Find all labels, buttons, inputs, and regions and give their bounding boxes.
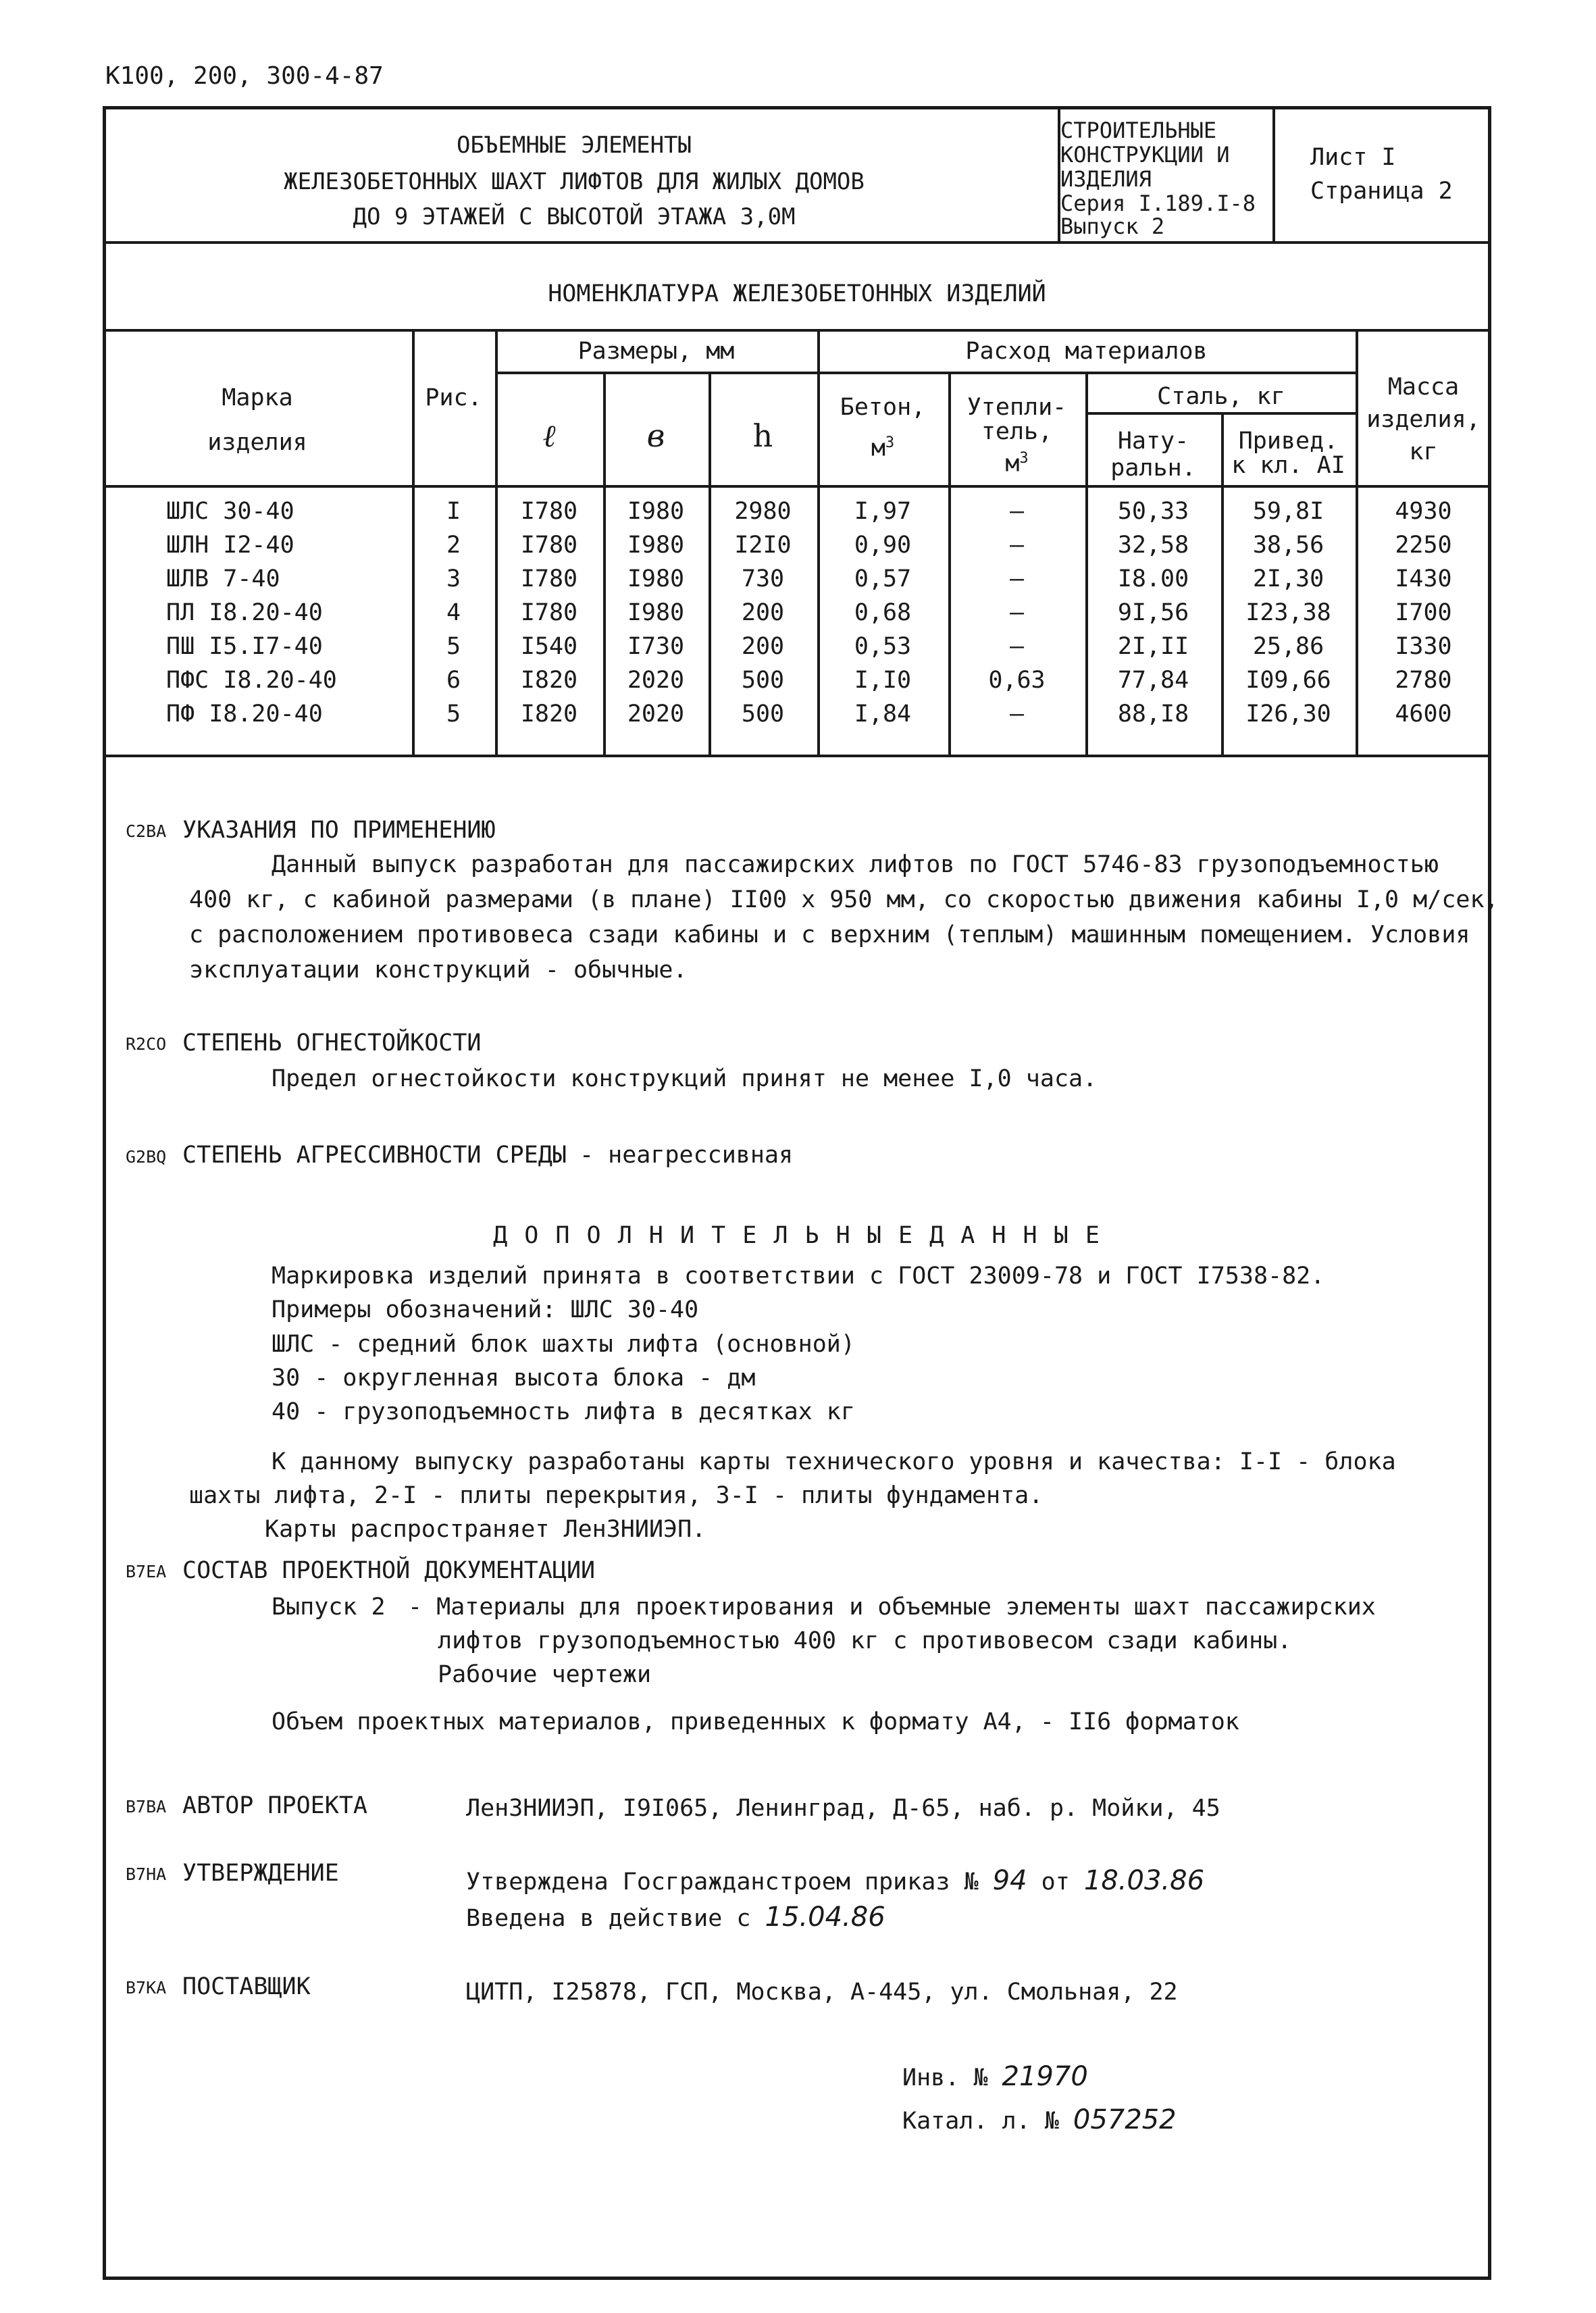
fire-heading: СТЕПЕНЬ ОГНЕСТОЙКОСТИ — [182, 1030, 482, 1057]
cell-l: I780 — [520, 565, 578, 592]
cell-mass: 2250 — [1395, 532, 1452, 559]
cell-fig: 4 — [446, 599, 461, 626]
catalog-number: Катал. л. № 057252 — [902, 2104, 1177, 2135]
header-dims: Размеры, мм — [577, 338, 735, 365]
header-materials: Расход материалов — [965, 338, 1208, 365]
cell-mark: ПФ I8.20-40 — [166, 701, 323, 728]
header-insulation-unit: $м^3$ — [1005, 450, 1029, 478]
section-code-supplier: B7KA — [126, 1978, 167, 1998]
cell-insulation: – — [1009, 498, 1025, 525]
cell-fig: 6 — [446, 667, 461, 694]
supplier-value: ЦИТП, I25878, ГСП, Москва, А-445, ул. Смольная, 22 — [466, 1979, 1178, 2006]
cell-h: 730 — [741, 565, 785, 592]
cell-l: I780 — [520, 599, 578, 626]
cell-l: I780 — [520, 498, 578, 525]
cell-mark: ПШ I5.I7-40 — [166, 633, 323, 660]
cell-steel-natural: 50,33 — [1117, 498, 1189, 525]
section-code-usage: C2BA — [126, 821, 167, 841]
cell-insulation: – — [1009, 599, 1025, 626]
section-code-fire: R2CO — [126, 1034, 167, 1054]
table-top-rule — [103, 329, 1491, 332]
fire-text: Предел огнестойкости конструкций принят не менее I,0 часа. — [272, 1065, 1098, 1092]
cell-mark: ШЛН I2-40 — [166, 532, 294, 559]
cell-fig: 5 — [446, 633, 461, 660]
section-code-docs: B7EA — [126, 1562, 167, 1581]
section-code-approval: B7HA — [126, 1864, 167, 1884]
cell-mass: I430 — [1395, 565, 1452, 592]
title-block-divider-2 — [1272, 106, 1275, 243]
cell-h: 200 — [741, 633, 785, 660]
usage-text-line-2: 400 кг, с кабиной размерами (в плане) II00 х 950 мм, со скоростью движения кабины I,0 м/сек, — [189, 886, 1499, 913]
cell-insulation: 0,63 — [988, 667, 1046, 694]
cell-steel-reduced: 38,56 — [1252, 532, 1324, 559]
cell-steel-natural: 32,58 — [1117, 532, 1189, 559]
cell-insulation: – — [1009, 633, 1025, 660]
cell-steel-reduced: 25,86 — [1252, 633, 1324, 660]
section-code-author: B7BA — [126, 1797, 167, 1816]
cell-mark: ШЛВ 7-40 — [166, 565, 280, 592]
header-b: в — [646, 417, 665, 454]
approval-heading: УТВЕРЖДЕНИЕ — [182, 1860, 339, 1887]
header-mark: Марка — [222, 384, 293, 411]
cell-b: I980 — [627, 532, 685, 559]
header-mark-2: изделия — [207, 429, 307, 456]
cell-mass: 4600 — [1395, 701, 1452, 728]
cell-fig: 3 — [446, 565, 461, 592]
series-line-1: СТРОИТЕЛЬНЫЕ — [1060, 118, 1217, 143]
cell-mass: I330 — [1395, 633, 1452, 660]
cell-b: I730 — [627, 633, 685, 660]
header-fig: Рис. — [425, 384, 482, 411]
title-line-3: ДО 9 ЭТАЖЕЙ С ВЫСОТОЙ ЭТАЖА 3,0М — [353, 203, 796, 230]
cell-steel-reduced: 2I,30 — [1252, 565, 1324, 592]
cell-h: I2I0 — [734, 532, 792, 559]
cell-fig: I — [446, 498, 461, 525]
cell-concrete: 0,68 — [854, 599, 912, 626]
author-value: ЛенЗНИИЭП, I9I065, Ленинград, Д-65, наб. р. Мойки, 45 — [466, 1795, 1220, 1822]
aggressiveness-value: - неагрессивная — [580, 1142, 794, 1169]
table-header-rule — [495, 372, 1357, 374]
header-steel-reduced-2: к кл. АI — [1231, 452, 1345, 479]
cell-h: 2980 — [734, 498, 792, 525]
cell-steel-natural: 88,I8 — [1117, 701, 1189, 728]
header-insulation-2: тель, — [981, 418, 1053, 445]
cell-b: I980 — [627, 599, 685, 626]
additional-line: 30 - округленная высота блока - дм — [272, 1365, 756, 1392]
header-mass-2: изделия, — [1366, 406, 1481, 433]
approval-line-1: Утверждена Госгражданстроем приказ № 94 от 18.03.86 — [466, 1865, 1205, 1896]
cell-l: I540 — [520, 633, 578, 660]
cell-b: 2020 — [627, 667, 685, 694]
header-h: h — [752, 417, 773, 454]
docs-line-2: лифтов грузоподъемностью 400 кг с противовесом сзади кабины. — [438, 1627, 1292, 1654]
table-header-bottom-rule — [103, 485, 1491, 488]
header-steel-natural-2: ральн. — [1110, 455, 1196, 482]
cell-steel-natural: 77,84 — [1117, 667, 1189, 694]
author-heading: АВТОР ПРОЕКТА — [182, 1792, 367, 1819]
additional-line: Примеры обозначений: ШЛС 30-40 — [272, 1296, 699, 1323]
cell-b: I980 — [627, 565, 685, 592]
cell-concrete: I,84 — [854, 701, 912, 728]
docs-issue: Выпуск 2 — [272, 1594, 386, 1621]
cell-l: I780 — [520, 532, 578, 559]
series-line-3: ИЗДЕЛИЯ — [1060, 166, 1152, 192]
cell-insulation: – — [1009, 565, 1025, 592]
sheet-number: Лист I — [1310, 144, 1396, 171]
additional-line: 40 - грузоподъемность лифта в десятках кг — [272, 1398, 855, 1425]
aggressiveness-heading: СТЕПЕНЬ АГРЕССИВНОСТИ СРЕДЫ — [182, 1142, 567, 1169]
cell-fig: 5 — [446, 701, 461, 728]
section-code-aggressiveness: G2BQ — [126, 1147, 167, 1167]
header-steel: Сталь, кг — [1157, 383, 1285, 410]
cell-h: 200 — [741, 599, 785, 626]
series-number: Серия I.189.I-8 — [1060, 190, 1256, 216]
table-caption: НОМЕНКЛАТУРА ЖЕЛЕЗОБЕТОННЫХ ИЗДЕЛИЙ — [548, 280, 1046, 307]
cell-steel-reduced: I26,30 — [1245, 701, 1331, 728]
supplier-heading: ПОСТАВЩИК — [182, 1973, 311, 2000]
cell-concrete: 0,90 — [854, 532, 912, 559]
header-concrete: Бетон, — [840, 394, 926, 421]
docs-volume: Объем проектных материалов, приведенных к формату А4, - II6 форматок — [272, 1708, 1239, 1735]
cell-concrete: 0,53 — [854, 633, 912, 660]
additional-line: шахты лифта, 2-I - плиты перекрытия, 3-I - плиты фундамента. — [189, 1482, 1044, 1509]
table-header-rule — [1085, 412, 1357, 415]
inventory-number: Инв. № 21970 — [902, 2061, 1088, 2092]
document-code: К100, 200, 300-4-87 — [105, 62, 384, 90]
cell-steel-natural: 2I,II — [1117, 633, 1189, 660]
table-bottom-rule — [103, 755, 1491, 757]
header-mass: Масса — [1387, 374, 1460, 401]
additional-line: Маркировка изделий принята в соответствии с ГОСТ 23009-78 и ГОСТ I7538-82. — [272, 1263, 1325, 1290]
cell-concrete: I,I0 — [854, 667, 912, 694]
issue-number: Выпуск 2 — [1060, 213, 1165, 239]
series-line-2: КОНСТРУКЦИИ И — [1060, 142, 1230, 168]
header-steel-natural: Нату- — [1117, 428, 1189, 455]
header-steel-reduced: Привед. — [1238, 428, 1339, 455]
cell-mark: ПФС I8.20-40 — [166, 667, 337, 694]
cell-h: 500 — [741, 667, 785, 694]
usage-heading: УКАЗАНИЯ ПО ПРИМЕНЕНИЮ — [182, 817, 496, 844]
cell-mass: 2780 — [1395, 667, 1452, 694]
cell-steel-reduced: 59,8I — [1252, 498, 1324, 525]
cell-mass: 4930 — [1395, 498, 1452, 525]
header-concrete-unit: $м^3$ — [871, 434, 895, 462]
docs-line-1: - Материалы для проектирования и объемные элементы шахт пассажирских — [408, 1594, 1376, 1621]
cell-b: I980 — [627, 498, 685, 525]
approval-line-2: Введена в действие с 15.04.86 — [466, 1902, 885, 1933]
title-block-bottom-rule — [103, 241, 1491, 244]
cell-mark: ПЛ I8.20-40 — [166, 599, 323, 626]
cell-l: I820 — [520, 667, 578, 694]
title-line-2: ЖЕЛЕЗОБЕТОННЫХ ШАХТ ЛИФТОВ ДЛЯ ЖИЛЫХ ДОМОВ — [284, 168, 865, 195]
additional-line: ШЛС - средний блок шахты лифта (основной) — [272, 1331, 855, 1358]
page-number: Страница 2 — [1310, 178, 1453, 205]
header-l: ℓ — [542, 417, 556, 454]
cell-steel-natural: I8.00 — [1117, 565, 1189, 592]
effective-date: 15.04.86 — [765, 1902, 885, 1933]
cell-insulation: – — [1009, 701, 1025, 728]
cell-steel-natural: 9I,56 — [1117, 599, 1189, 626]
cell-steel-reduced: I23,38 — [1245, 599, 1331, 626]
cell-b: 2020 — [627, 701, 685, 728]
usage-text-line-3: с расположением противовеса сзади кабины и с верхним (теплым) машинным помещением. Условия — [189, 921, 1470, 948]
cell-mass: I700 — [1395, 599, 1452, 626]
additional-data-heading: Д О П О Л Н И Т Е Л Ь Н Ы Е Д А Н Н Ы Е — [493, 1222, 1101, 1249]
cell-steel-reduced: I09,66 — [1245, 667, 1331, 694]
cell-concrete: I,97 — [854, 498, 912, 525]
docs-heading: СОСТАВ ПРОЕКТНОЙ ДОКУМЕНТАЦИИ — [182, 1557, 596, 1584]
cell-fig: 2 — [446, 532, 461, 559]
additional-line: Карты распространяет ЛенЗНИИЭП. — [265, 1516, 706, 1543]
cell-concrete: 0,57 — [854, 565, 912, 592]
docs-line-3: Рабочие чертежи — [438, 1661, 652, 1688]
header-insulation: Утепли- — [967, 394, 1067, 421]
order-number: 94 — [992, 1865, 1027, 1896]
cell-h: 500 — [741, 701, 785, 728]
header-mass-3: кг — [1409, 438, 1438, 465]
cell-mark: ШЛС 30-40 — [166, 498, 294, 525]
order-date: 18.03.86 — [1083, 1865, 1205, 1896]
title-line-1: ОБЪЕМНЫЕ ЭЛЕМЕНТЫ — [457, 132, 692, 159]
additional-line: К данному выпуску разработаны карты технического уровня и качества: I-I - блока — [272, 1448, 1396, 1475]
usage-text-line-4: эксплуатации конструкций - обычные. — [189, 957, 688, 984]
usage-text-line-1: Данный выпуск разработан для пассажирских лифтов по ГОСТ 5746-83 грузоподъемностью — [272, 851, 1439, 878]
cell-l: I820 — [520, 701, 578, 728]
cell-insulation: – — [1009, 532, 1025, 559]
